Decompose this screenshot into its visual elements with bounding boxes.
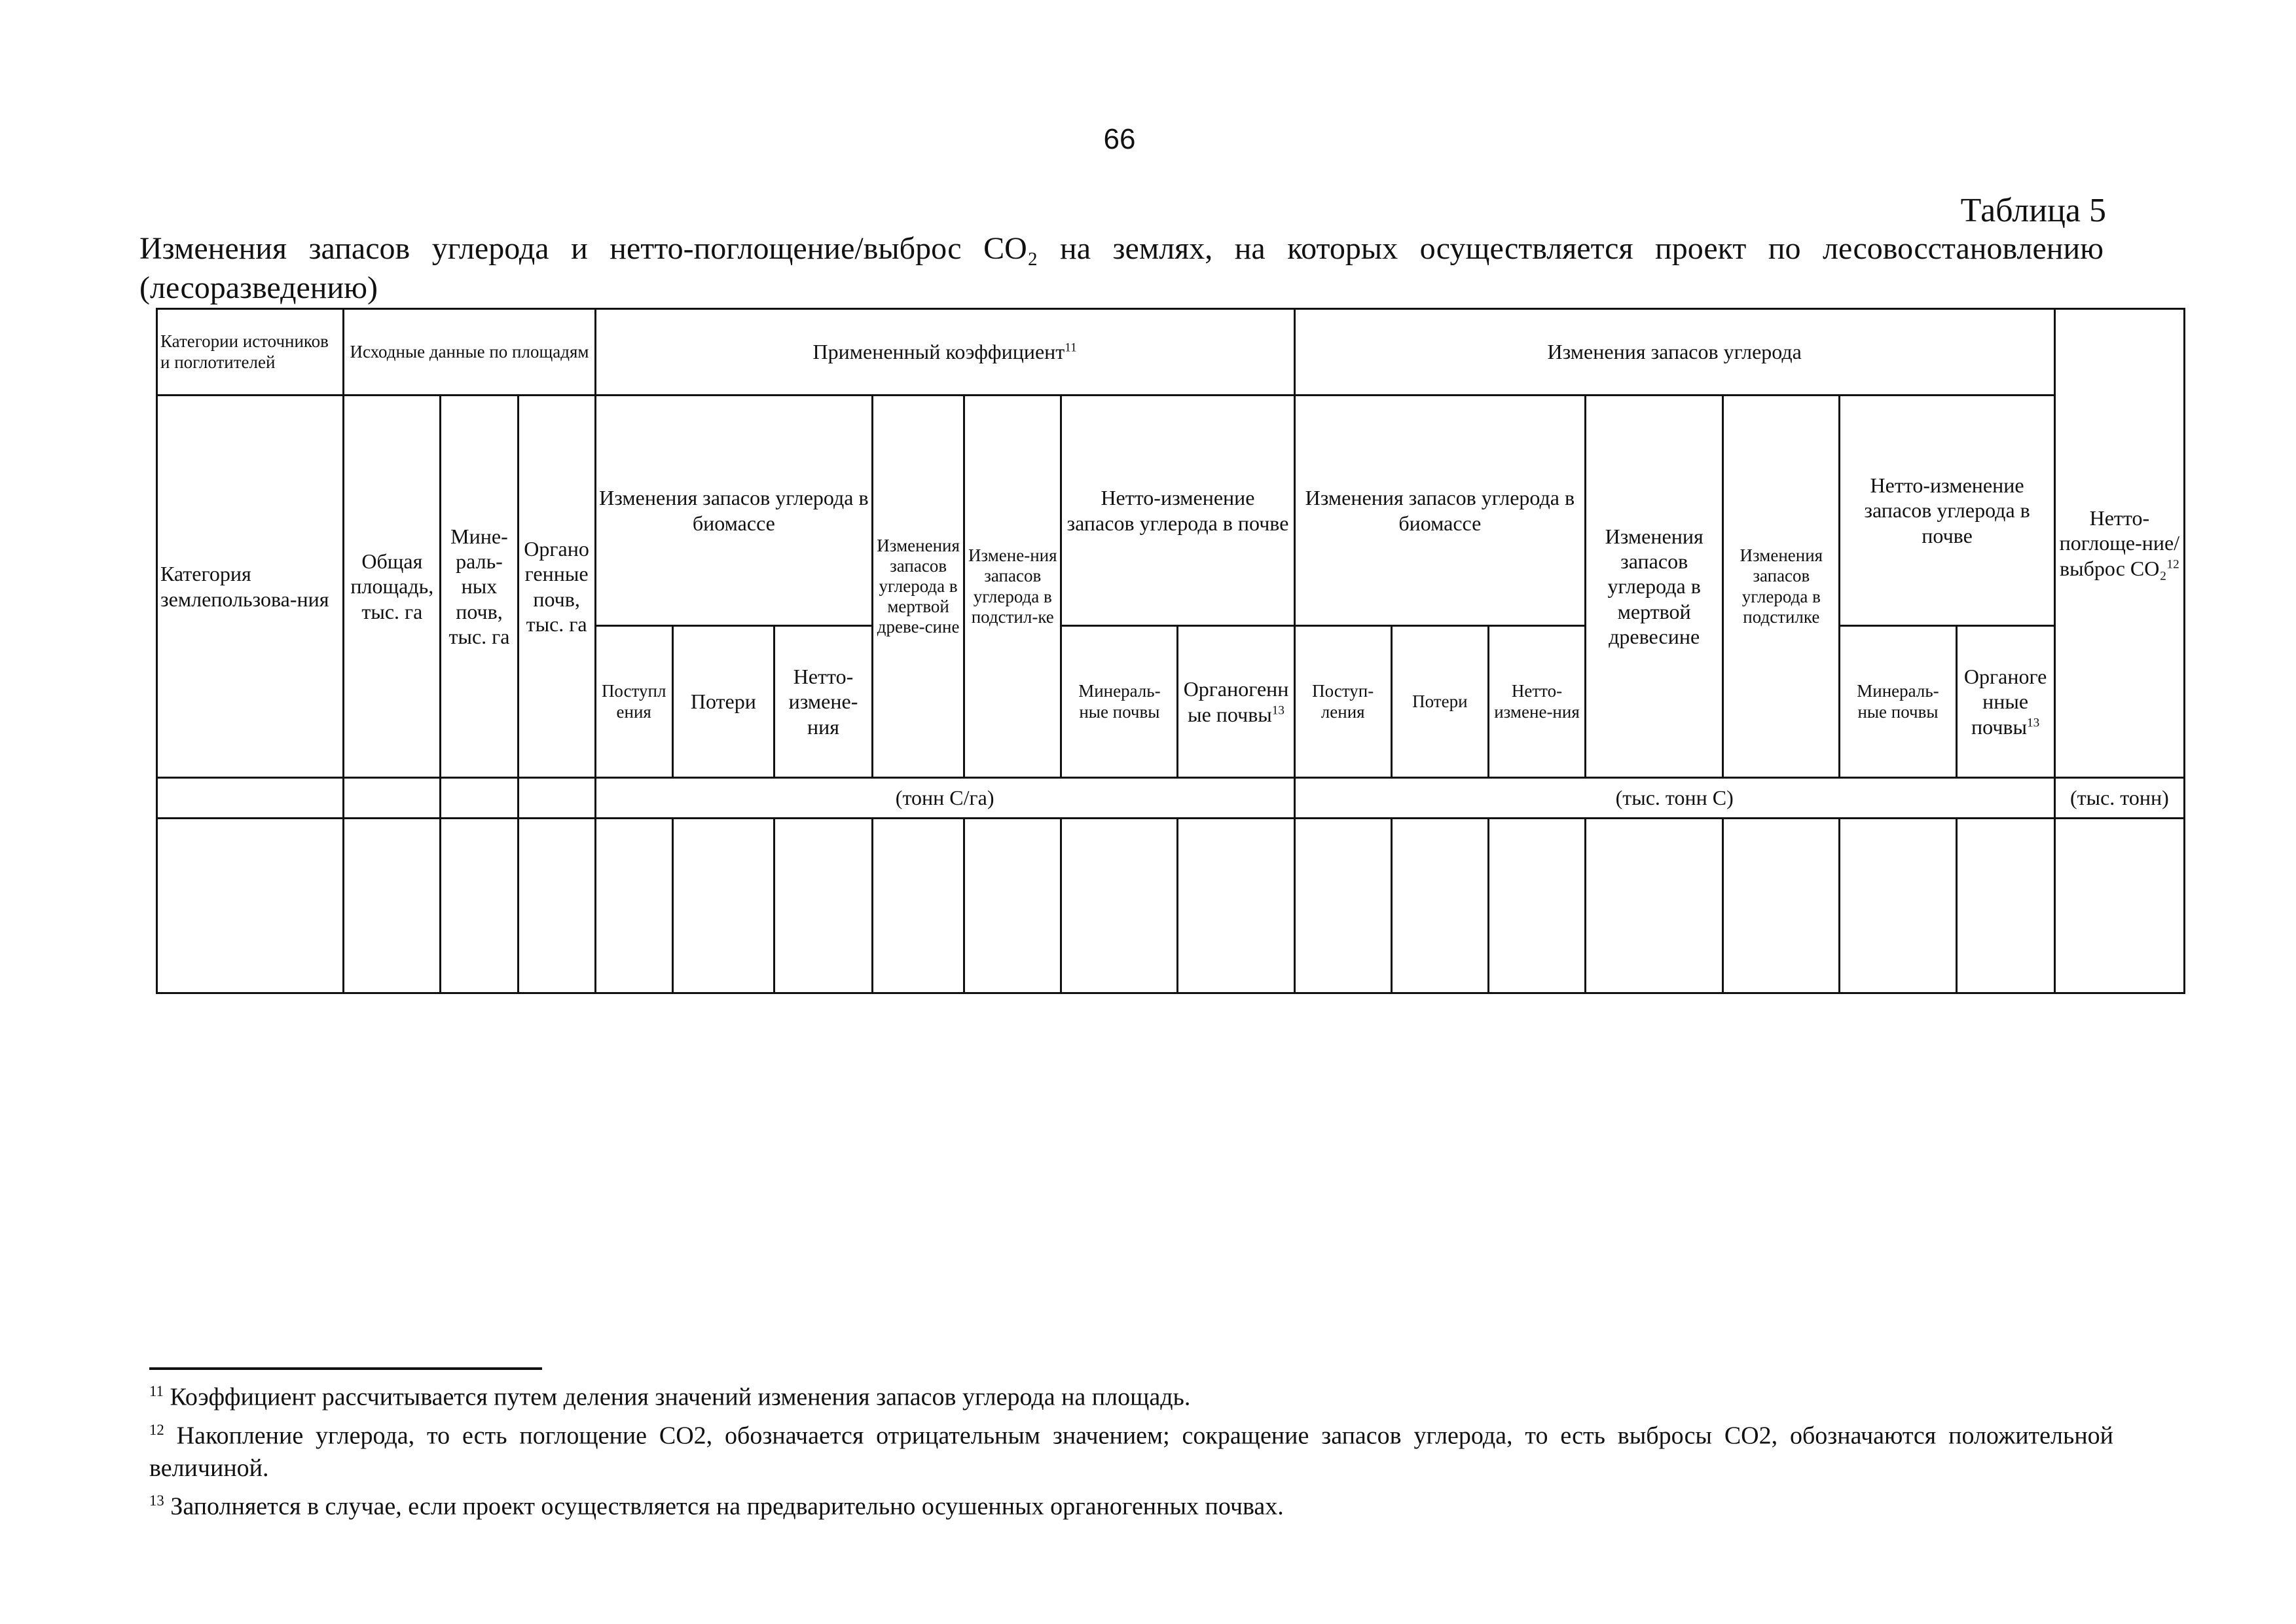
carbon-stock-table	[156, 308, 2185, 994]
footnote-12	[149, 1414, 2113, 1485]
land-use-category-header: Категория землепользова-ния	[157, 396, 344, 778]
table-cell	[595, 819, 672, 993]
stock-soil-net-header: Нетто-изменение запасов углерода в почве	[1840, 396, 2054, 626]
table-cell	[1294, 819, 1391, 993]
coef-group-label: Примененный коэффициент	[812, 340, 1065, 364]
table-cell	[518, 819, 595, 993]
table-cell	[1178, 819, 1294, 993]
table-cell	[1586, 819, 1723, 993]
stock-gains-header: Поступ-ления	[1294, 626, 1391, 778]
units-blank-cell	[441, 778, 518, 819]
coef-organic-soils-sup: 13	[1271, 703, 1285, 717]
page-number: 66	[1103, 123, 1136, 155]
stock-deadwood-header: Изменения запасов углерода в мертвой древесине	[1586, 396, 1723, 778]
net-removal-header	[2054, 309, 2184, 778]
coef-organic-soils-header	[1178, 626, 1294, 778]
table-title: Изменения запасов углерода и нетто-поглощение/выброс CO₂ на землях, на которых осуществляется проект по лесовосстановлению (лесоразведению)	[139, 231, 2104, 305]
stock-organic-soils-sup: 13	[2027, 716, 2040, 730]
footnote-number: 13	[149, 1492, 164, 1509]
table-row	[157, 819, 2185, 993]
mineral-soils-area-header: Мине-раль-ных почв, тыс. га	[441, 396, 518, 778]
organic-soils-area-header: Органогенные почв, тыс. га	[518, 396, 595, 778]
table-label: Таблица 5	[1960, 192, 2106, 229]
stock-losses-header: Потери	[1391, 626, 1488, 778]
units-blank-cell	[157, 778, 344, 819]
coef-losses-header: Потери	[672, 626, 774, 778]
table-cell	[1723, 819, 1840, 993]
coef-gains-header: Поступления	[595, 626, 672, 778]
footnote-11	[149, 1375, 2113, 1414]
header-row-2	[157, 396, 2185, 626]
table-cell	[873, 819, 964, 993]
coef-litter-header: Измене-ния запасов углерода в подстил-ке	[964, 396, 1061, 778]
coef-soil-net-header: Нетто-изменение запасов углерода в почве	[1061, 396, 1294, 626]
total-area-header: Общая площадь, тыс. га	[344, 396, 441, 778]
table-cell	[1840, 819, 1956, 993]
unit-coef: (тонн С/га)	[595, 778, 1294, 819]
table-cell	[1061, 819, 1178, 993]
coef-mineral-soils-header: Минераль-ные почвы	[1061, 626, 1178, 778]
table-cell	[672, 819, 774, 993]
units-blank-cell	[518, 778, 595, 819]
stock-mineral-soils-header: Минераль-ные почвы	[1840, 626, 1956, 778]
table-cell	[441, 819, 518, 993]
footnote-text: Накопление углерода, то есть поглощение CO2, обозначается отрицательным значением; сокращение запасов углерода, то есть выбросы CO2, обозначаются положительной величиной.	[149, 1422, 2113, 1483]
table-cell	[157, 819, 344, 993]
stock-biomass-header: Изменения запасов углерода в биомассе	[1294, 396, 1585, 626]
units-row	[157, 778, 2185, 819]
table-cell	[344, 819, 441, 993]
stock-organic-soils-header	[1956, 626, 2054, 778]
coef-organic-soils-label: Органогенные почвы	[1183, 677, 1289, 726]
coef-group-sup: 11	[1065, 341, 1077, 355]
coef-biomass-header: Изменения запасов углерода в биомассе	[595, 396, 872, 626]
area-group-header: Исходные данные по площадям	[344, 309, 595, 396]
coef-group-header	[595, 309, 1294, 396]
footnote-number: 12	[149, 1421, 164, 1438]
footnote-number: 11	[149, 1383, 164, 1399]
coef-net-header: Нетто-измене-ния	[774, 626, 872, 778]
unit-net: (тыс. тонн)	[2054, 778, 2184, 819]
unit-stock: (тыс. тонн С)	[1294, 778, 2054, 819]
header-row-1	[157, 309, 2185, 396]
footnote-13	[149, 1485, 2113, 1523]
table-cell	[2054, 819, 2184, 993]
footnotes	[149, 1375, 2113, 1523]
footnote-separator	[149, 1367, 542, 1370]
table-cell	[1956, 819, 2054, 993]
table-cell	[774, 819, 872, 993]
units-blank-cell	[344, 778, 441, 819]
categories-group-header: Категории источников и поглотителей	[157, 309, 344, 396]
table-cell	[1488, 819, 1585, 993]
stock-organic-soils-label: Органогенные почвы	[1963, 664, 2047, 739]
coef-deadwood-header: Изменения запасов углерода в мертвой древе-сине	[873, 396, 964, 778]
table-cell	[1391, 819, 1488, 993]
stock-group-header: Изменения запасов углерода	[1294, 309, 2054, 396]
net-removal-label: Нетто-поглоще-ние/выброс CO₂	[2059, 506, 2180, 580]
table-cell	[964, 819, 1061, 993]
stock-litter-header: Изменения запасов углерода в подстилке	[1723, 396, 1840, 778]
stock-net-header: Нетто-измене-ния	[1488, 626, 1585, 778]
net-removal-sup: 12	[2166, 557, 2179, 572]
footnote-text: Коэффициент рассчитывается путем деления значений изменения запасов углерода на площадь.	[170, 1383, 1191, 1411]
footnote-text: Заполняется в случае, если проект осуществляется на предварительно осушенных органогенных почвах.	[170, 1492, 1284, 1521]
